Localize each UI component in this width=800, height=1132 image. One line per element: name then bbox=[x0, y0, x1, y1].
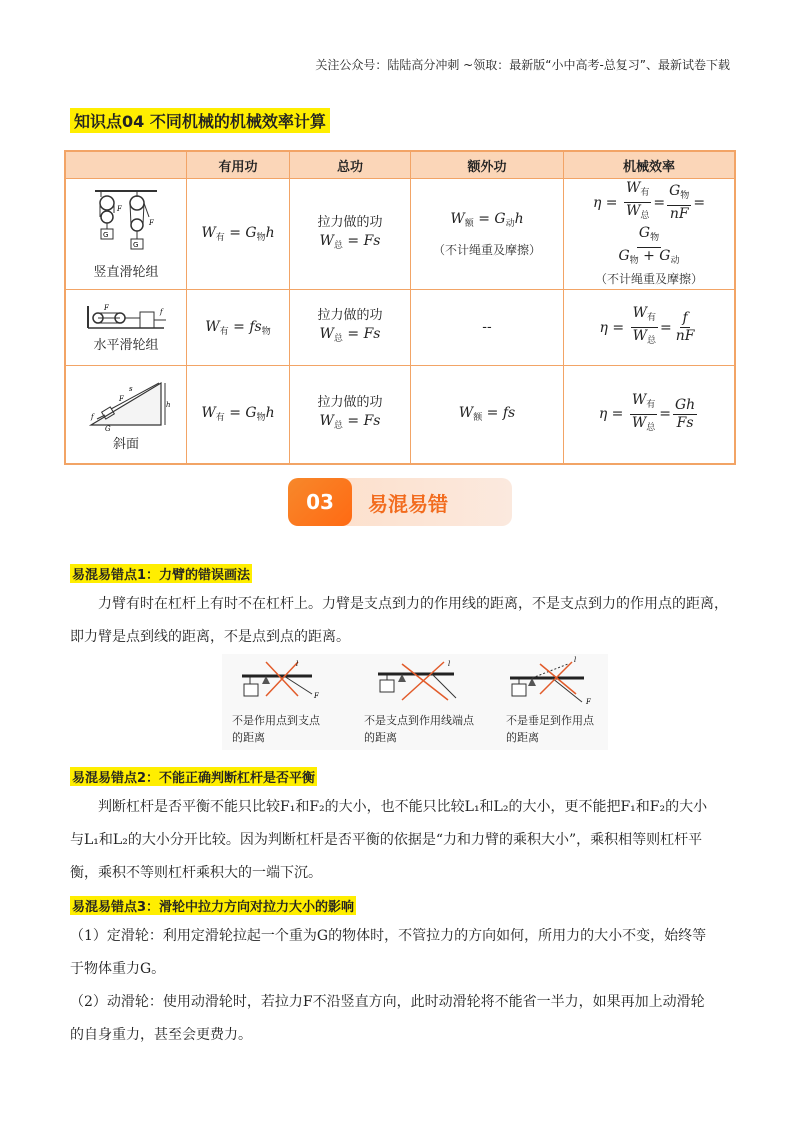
svg-text:F: F bbox=[314, 692, 319, 700]
section1-para1: 力臂有时在杠杆上有时不在杠杆上。力臂是支点到力的作用线的距离，不是支点到力的作用点的距离， bbox=[98, 596, 728, 612]
lever-arm-figure bbox=[222, 654, 608, 750]
efficiency-cell: η = $\frac{W_有}{W_总}$ = $\frac{f}{nF}$ bbox=[564, 290, 736, 366]
svg-text:l: l bbox=[448, 660, 451, 668]
section3-para4: 的自身重力，甚至会更费力。 bbox=[70, 1027, 252, 1043]
table-header-total: 总功 bbox=[290, 151, 411, 179]
table-header-efficiency: 机械效率 bbox=[564, 151, 736, 179]
section2-para2: 与L₁和L₂的大小分开比较。因为判断杠杆是否平衡的依据是“力和力臂的乘积大小”，乘积相等则杠杆平 bbox=[70, 832, 703, 848]
knowledge-point-title: 知识点04 不同机械的机械效率计算 bbox=[70, 108, 330, 133]
row-label: 水平滑轮组 bbox=[93, 338, 159, 353]
efficiency-cell: η = $\frac{W_有}{W_总}$ = $\frac{Gh}{Fs}$ bbox=[564, 366, 736, 464]
total-work-cell: 拉力做的功 $W_总 = Fs$ bbox=[290, 179, 411, 290]
svg-text:F: F bbox=[149, 218, 154, 227]
section3-title: 易混易错点3：滑轮中拉力方向对拉力大小的影响 bbox=[70, 896, 356, 915]
section3-para1: （1）定滑轮：利用定滑轮拉起一个重为G的物体时，不管拉力的方向如何，所用力的大小不变，始终等 bbox=[70, 928, 707, 944]
table-header-empty bbox=[65, 151, 187, 179]
vertical-pulley-figure bbox=[91, 189, 161, 259]
extra-work-cell: $W_额$ = fs bbox=[411, 366, 564, 464]
row-label: 斜面 bbox=[112, 436, 139, 452]
row-vertical-pulley-label-cell bbox=[65, 179, 187, 290]
lever-caption-3: 不是垂足到作用点 的距离 bbox=[506, 714, 594, 744]
svg-text:F: F bbox=[117, 204, 122, 213]
lever-diagrams bbox=[222, 654, 608, 714]
svg-text:f: f bbox=[160, 308, 163, 316]
banner-number: 03 bbox=[288, 478, 352, 526]
incline-figure bbox=[81, 377, 171, 431]
banner-title: 易混易错 bbox=[368, 491, 448, 516]
useful-work-cell: $W_有 = fs_物$ bbox=[187, 290, 290, 366]
total-work-cell: 拉力做的功 $W_总 = Fs$ bbox=[290, 366, 411, 464]
table-header-useful: 有用功 bbox=[187, 151, 290, 179]
extra-work-cell: -- bbox=[411, 290, 564, 366]
efficiency-cell: η = $\frac{W_有}{W_总}$ = $\frac{G_物}{nF}$ = $\frac{G_物}{G_物 + G_动}$ （不计绳重及摩擦） bbox=[564, 179, 736, 290]
section2-para1: 判断杠杆是否平衡不能只比较F₁和F₂的大小，也不能只比较L₁和L₂的大小，更不能把F₁和F₂的大小 bbox=[98, 799, 708, 815]
efficiency-table bbox=[64, 150, 736, 465]
svg-text:F: F bbox=[586, 698, 591, 706]
section1-para2: 即力臂是点到线的距离，不是点到点的距离。 bbox=[70, 629, 350, 645]
row-incline-label-cell bbox=[65, 366, 187, 464]
svg-text:F: F bbox=[119, 394, 124, 403]
svg-text:l: l bbox=[296, 660, 299, 668]
lever-caption-2: 不是支点到作用线端点 的距离 bbox=[364, 714, 474, 744]
svg-text:G: G bbox=[103, 230, 109, 239]
section1-title: 易混易错点1：力臂的错误画法 bbox=[70, 564, 252, 583]
table-row bbox=[65, 179, 735, 290]
page-header: 关注公众号：陆陆高分冲刺 ~领取：最新版“小中高考-总复习”、最新试卷下载 bbox=[315, 58, 730, 72]
svg-text:l: l bbox=[574, 656, 577, 664]
svg-text:G: G bbox=[105, 424, 111, 431]
section2-title: 易混易错点2：不能正确判断杠杆是否平衡 bbox=[70, 767, 317, 786]
total-work-cell: 拉力做的功 $W_总 = Fs$ bbox=[290, 290, 411, 366]
useful-work-cell: $W_有 = G_物h$ bbox=[187, 179, 290, 290]
useful-work-cell: $W_有 = G_物h$ bbox=[187, 366, 290, 464]
horizontal-pulley-figure bbox=[84, 302, 168, 332]
row-horizontal-pulley-label-cell bbox=[65, 290, 187, 366]
section3-para3: （2）动滑轮：使用动滑轮时，若拉力F不沿竖直方向，此时动滑轮将不能省一半力，如果再加上动滑轮 bbox=[70, 994, 705, 1010]
svg-text:h: h bbox=[166, 400, 171, 409]
section-banner bbox=[288, 478, 512, 528]
svg-text:f: f bbox=[91, 412, 94, 421]
table-row bbox=[65, 366, 735, 464]
svg-text:s: s bbox=[129, 384, 133, 393]
svg-text:F: F bbox=[104, 304, 109, 312]
svg-text:G: G bbox=[133, 240, 139, 249]
table-row bbox=[65, 290, 735, 366]
table-header-row bbox=[65, 151, 735, 179]
row-label: 竖直滑轮组 bbox=[93, 264, 159, 280]
section2-para3: 衡，乘积不等则杠杆乘积大的一端下沉。 bbox=[70, 865, 322, 881]
section3-para2: 于物体重力G。 bbox=[70, 961, 166, 977]
table-header-extra: 额外功 bbox=[411, 151, 564, 179]
lever-caption-1: 不是作用点到支点 的距离 bbox=[232, 714, 320, 744]
extra-work-cell: $W_额 = G_动h$ （不计绳重及摩擦） bbox=[411, 179, 564, 290]
